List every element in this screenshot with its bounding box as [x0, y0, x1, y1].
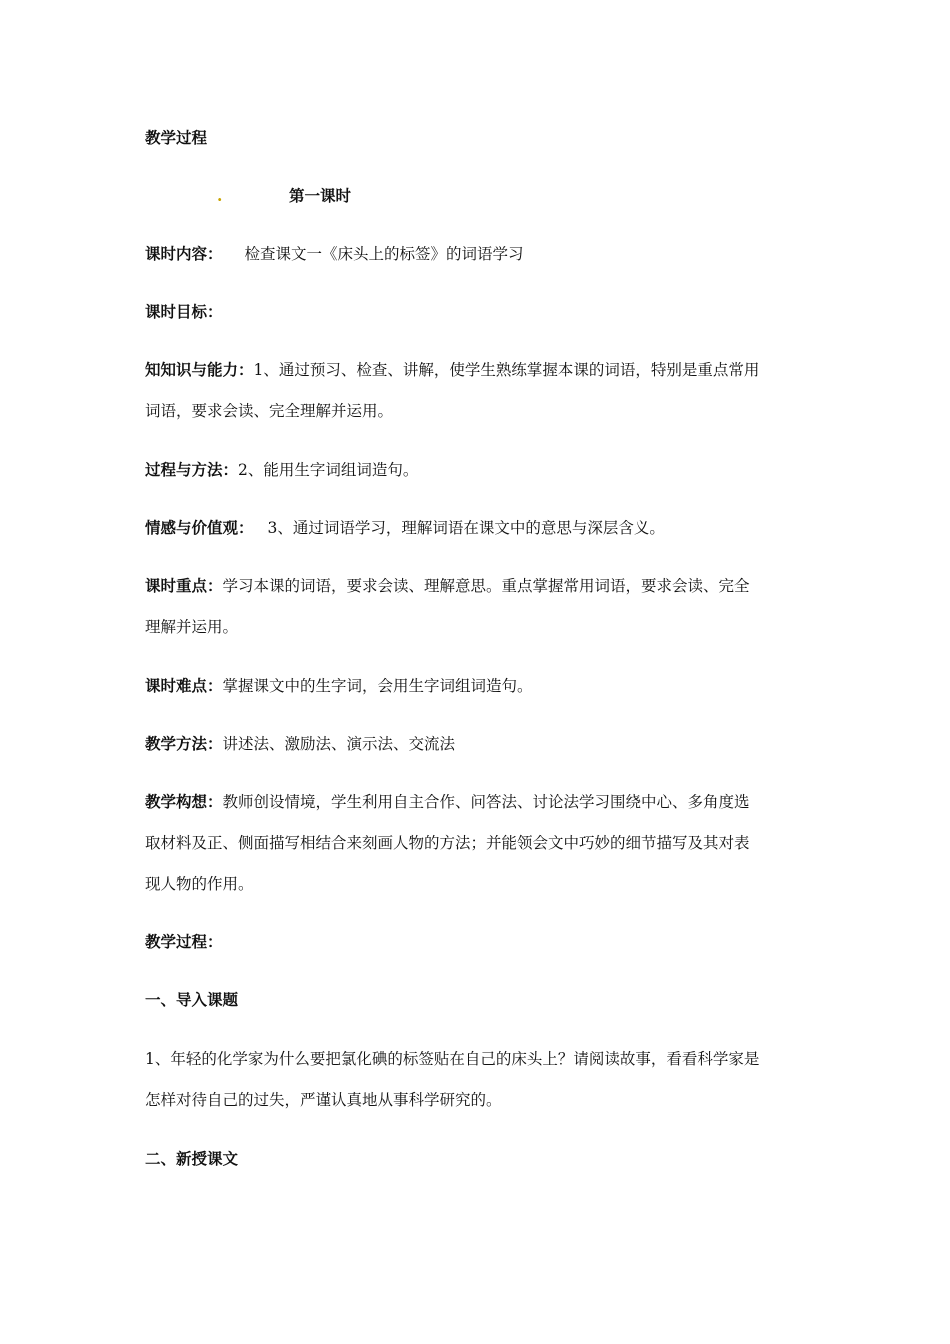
- process-row: [145, 460, 418, 480]
- concept-label: 教学构想：: [145, 793, 223, 811]
- difficulty-label: 课时难点：: [145, 677, 223, 695]
- difficulty-text: 掌握课文中的生字词，会用生字词组词造句。: [222, 677, 533, 695]
- concept-text-1: 教师创设情境，学生利用自主合作、问答法、讨论法学习围绕中心、多角度选: [222, 793, 750, 811]
- heading-teaching-process: 教学过程: [145, 129, 208, 147]
- difficulty-row: [145, 676, 533, 696]
- methods-label: 教学方法：: [145, 735, 223, 753]
- knowledge-text-2: 词语，要求会读、完全理解并运用。: [145, 402, 394, 420]
- goals-label: 课时目标：: [145, 303, 223, 321]
- methods-row: [145, 734, 455, 754]
- content-text: 检查课文一《床头上的标签》的词语学习: [244, 245, 524, 263]
- key-row: [145, 576, 750, 596]
- concept-text-2: 取材料及正、侧面描写相结合来刻画人物的方法；并能领会文中巧妙的细节描写及其对表: [145, 834, 750, 852]
- content-label: 课时内容：: [145, 245, 223, 263]
- emotion-label: 情感与价值观：: [145, 519, 254, 537]
- emotion-row: [145, 518, 665, 538]
- concept-row: [145, 792, 750, 812]
- knowledge-label: 知知识与能力：: [145, 361, 254, 379]
- emotion-text: 3、通过词语学习，理解词语在课文中的意思与深层含义。: [267, 519, 665, 537]
- key-label: 课时重点：: [145, 577, 223, 595]
- knowledge-row: [145, 360, 759, 380]
- key-text-2: 理解并运用。: [145, 618, 239, 636]
- lesson-title: 第一课时: [289, 187, 352, 205]
- heading-teaching-process-2: 教学过程：: [145, 933, 223, 951]
- key-text-1: 学习本课的词语，要求会读、理解意思。重点掌握常用词语，要求会读、完全: [222, 577, 750, 595]
- process-text: 2、能用生字词组词造句。: [238, 461, 419, 479]
- content-row: [145, 244, 524, 264]
- section-intro-heading: 一、导入课题: [145, 991, 239, 1009]
- knowledge-text-1: 1、通过预习、检查、讲解，使学生熟练掌握本课的词语，特别是重点常用: [253, 361, 760, 379]
- intro-text-1: 1、年轻的化学家为什么要把氯化碘的标签贴在自己的床头上？请阅读故事，看看科学家是: [145, 1050, 760, 1068]
- section-new-lesson-heading: 二、新授课文: [145, 1150, 239, 1168]
- process-label: 过程与方法：: [145, 461, 239, 479]
- concept-text-3: 现人物的作用。: [145, 875, 254, 893]
- methods-text: 讲述法、激励法、演示法、交流法: [222, 735, 456, 753]
- decorative-dot: .: [217, 186, 223, 205]
- intro-text-2: 怎样对待自己的过失，严谨认真地从事科学研究的。: [145, 1091, 502, 1109]
